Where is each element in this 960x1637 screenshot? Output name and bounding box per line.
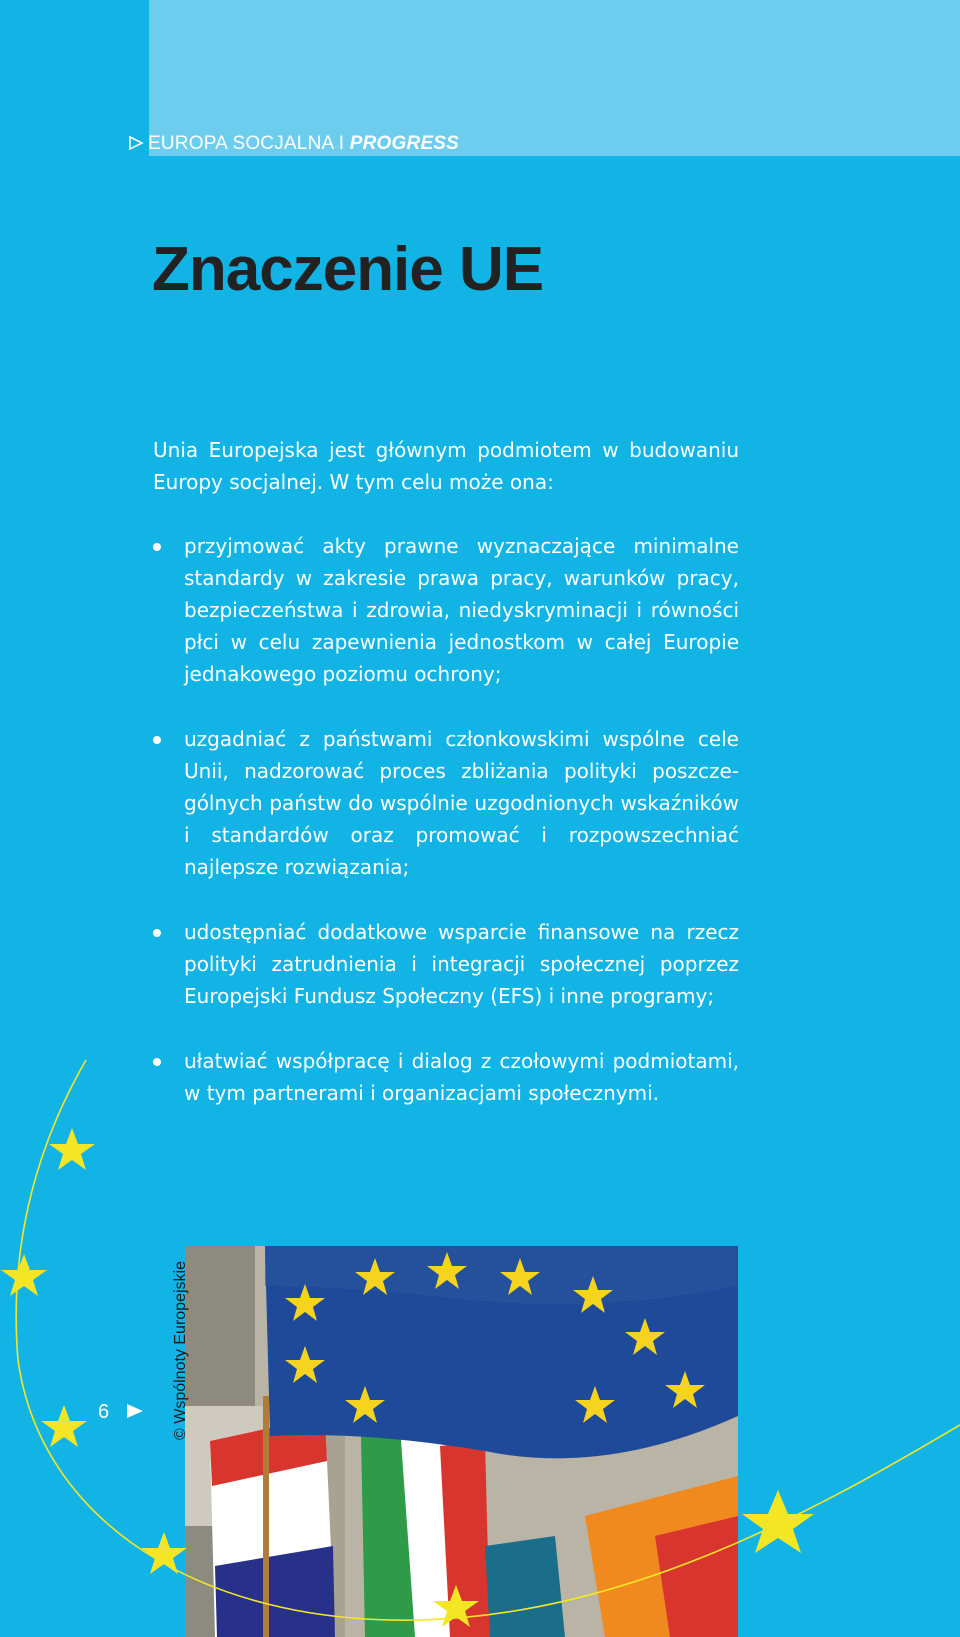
star-icon: [49, 1128, 95, 1170]
list-item: [153, 1045, 739, 1109]
photo-credit: © Wspólnoty Europejskie: [172, 1261, 189, 1440]
star-icon: [1, 1254, 47, 1296]
bullet-icon: [153, 929, 161, 937]
list-item: [153, 916, 739, 1012]
bullet-icon: [153, 1058, 161, 1066]
list-item-text: ułatwiać współpracę i dialog z czołowymi podmiotami, w tym partnerami i organizacjami społecznymi.: [184, 1049, 739, 1105]
page-number: 6: [98, 1401, 110, 1423]
bullet-list: [153, 530, 739, 1142]
header-program: PROGRESS: [349, 133, 460, 154]
list-item-text: przyjmować akty prawne wyznaczające minimalne standardy w zakresie prawa pracy, warunków pracy, bezpieczeństwa i zdrowia, niedyskryminacji i równości płci w celu zapewnienia jednostkom w całej Europie jednakowego poziomu ochrony;: [184, 534, 739, 686]
page-arrow-icon: [126, 1403, 144, 1423]
list-item: [153, 530, 739, 690]
list-item-text: udostępniać dodatkowe wsparcie finansowe na rzecz polityki zatrudnienia i integracji społecznej poprzez Europejski Fundusz Społeczny (EFS) i inne programy;: [184, 920, 739, 1008]
bullet-icon: [153, 543, 161, 551]
intro-paragraph: Unia Europejska jest głównym podmiotem w budowaniu Europy socjalnej. W tym celu może ona:: [153, 438, 739, 494]
eu-flags-photo: [185, 1246, 738, 1637]
list-item: [153, 723, 739, 883]
header-section: EUROPA SOCJALNA I: [148, 133, 350, 154]
bullet-icon: [153, 736, 161, 744]
list-item-text: uzgadniać z państwami członkowskimi wspólne cele Unii, nadzorować proces zbliżania polityki poszczególnych państw do wspólnie uzgodnionych wskaźników i standardów oraz promować i rozpowszechniać najlepsze rozwiązania;: [184, 727, 739, 879]
star-icon: [141, 1532, 187, 1574]
page-title: Znaczenie UE: [152, 235, 544, 304]
star-icon: [41, 1405, 87, 1447]
running-header: [128, 133, 459, 157]
triangle-arrow-icon: [128, 135, 144, 157]
star-icon: [742, 1490, 814, 1553]
